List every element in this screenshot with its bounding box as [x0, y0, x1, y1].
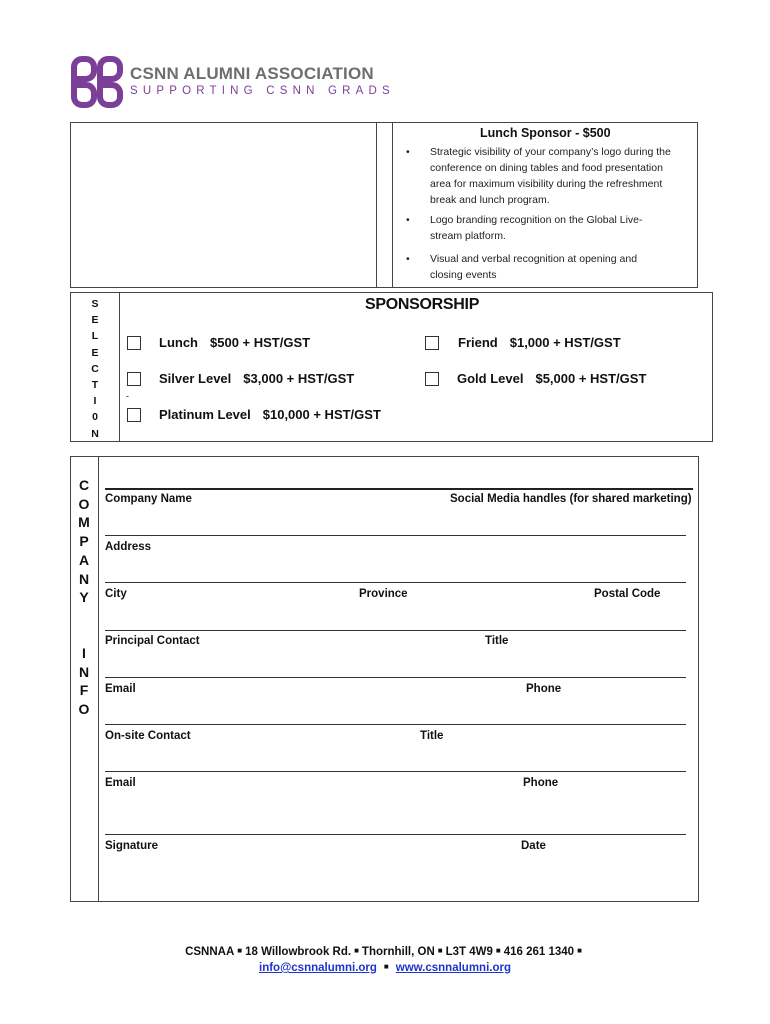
logo-title: CSNN ALUMNI ASSOCIATION [130, 64, 374, 83]
social-media-label: Social Media handles (for shared marketing) [450, 493, 692, 505]
logo-icon [70, 55, 124, 109]
option-gold: Gold Level $5,000 + HST/GST [457, 371, 647, 386]
footer-address: CSNNAA ■ 18 Willowbrook Rd. ■ Thornhill, ON ■ L3T 4W9 ■ 416 261 1340 ■ [185, 946, 582, 958]
stray-mark: - [126, 391, 129, 401]
onsite-contact-label: On-site Contact [105, 730, 191, 742]
principal-contact-line[interactable] [105, 630, 686, 631]
province-label: Province [359, 588, 408, 600]
option-lunch: Lunch $500 + HST/GST [159, 335, 311, 350]
signature-label: Signature [105, 840, 159, 852]
logo-subtitle: SUPPORTING CSNN GRADS [130, 85, 395, 97]
city-label: City [105, 588, 127, 600]
email-label: Email [105, 683, 136, 695]
company-name-line[interactable] [105, 488, 693, 490]
principal-contact-label: Principal Contact [105, 635, 200, 647]
email-line[interactable] [105, 677, 686, 678]
company-info-table [70, 456, 699, 902]
company-side-label: C O M P A N Y [78, 477, 90, 606]
benefit-item: • Logo branding recognition on the Global Live-stream platform. [406, 214, 643, 242]
onsite-contact-line[interactable] [105, 724, 686, 725]
friend-checkbox[interactable] [425, 336, 439, 350]
postal-code-label: Postal Code [594, 588, 661, 600]
address-line[interactable] [105, 535, 686, 536]
silver-checkbox[interactable] [127, 372, 141, 386]
option-friend: Friend $1,000 + HST/GST [458, 335, 621, 350]
gold-checkbox[interactable] [425, 372, 439, 386]
sponsorship-title: SPONSORSHIP [365, 296, 480, 313]
table-divider [98, 456, 99, 902]
table-divider [119, 292, 120, 442]
title-label: Title [485, 635, 509, 647]
info-side-label: I N F O [78, 645, 90, 718]
lunch-checkbox[interactable] [127, 336, 141, 350]
onsite-email-label: Email [105, 777, 136, 789]
option-silver: Silver Level $3,000 + HST/GST [159, 371, 355, 386]
website-link[interactable]: www.csnnalumni.org [395, 962, 511, 974]
email-link[interactable]: info@csnnalumni.org [259, 962, 377, 974]
address-label: Address [105, 541, 152, 553]
selection-side-label: S E L E C T I 0 N [91, 298, 99, 440]
onsite-title-label: Title [420, 730, 444, 742]
date-label: Date [521, 840, 546, 852]
onsite-phone-label: Phone [523, 777, 559, 789]
city-line[interactable] [105, 582, 686, 583]
lunch-sponsor-title: Lunch Sponsor - $500 [480, 126, 611, 140]
platinum-checkbox[interactable] [127, 408, 141, 422]
company-name-label: Company Name [105, 493, 192, 505]
benefit-item: • Strategic visibility of your company’s logo during the conference on dining tables and food presentation area for maximum visibility during the refreshment break and lunch program. [406, 146, 671, 206]
signature-line[interactable] [105, 834, 686, 835]
benefit-item: • Visual and verbal recognition at opening and closing events [406, 253, 638, 281]
footer-contact: info@csnnalumni.org ■ www.csnnalumni.org [259, 962, 511, 974]
option-platinum: Platinum Level $10,000 + HST/GST [159, 407, 381, 422]
onsite-email-line[interactable] [105, 771, 686, 772]
phone-label: Phone [526, 683, 562, 695]
